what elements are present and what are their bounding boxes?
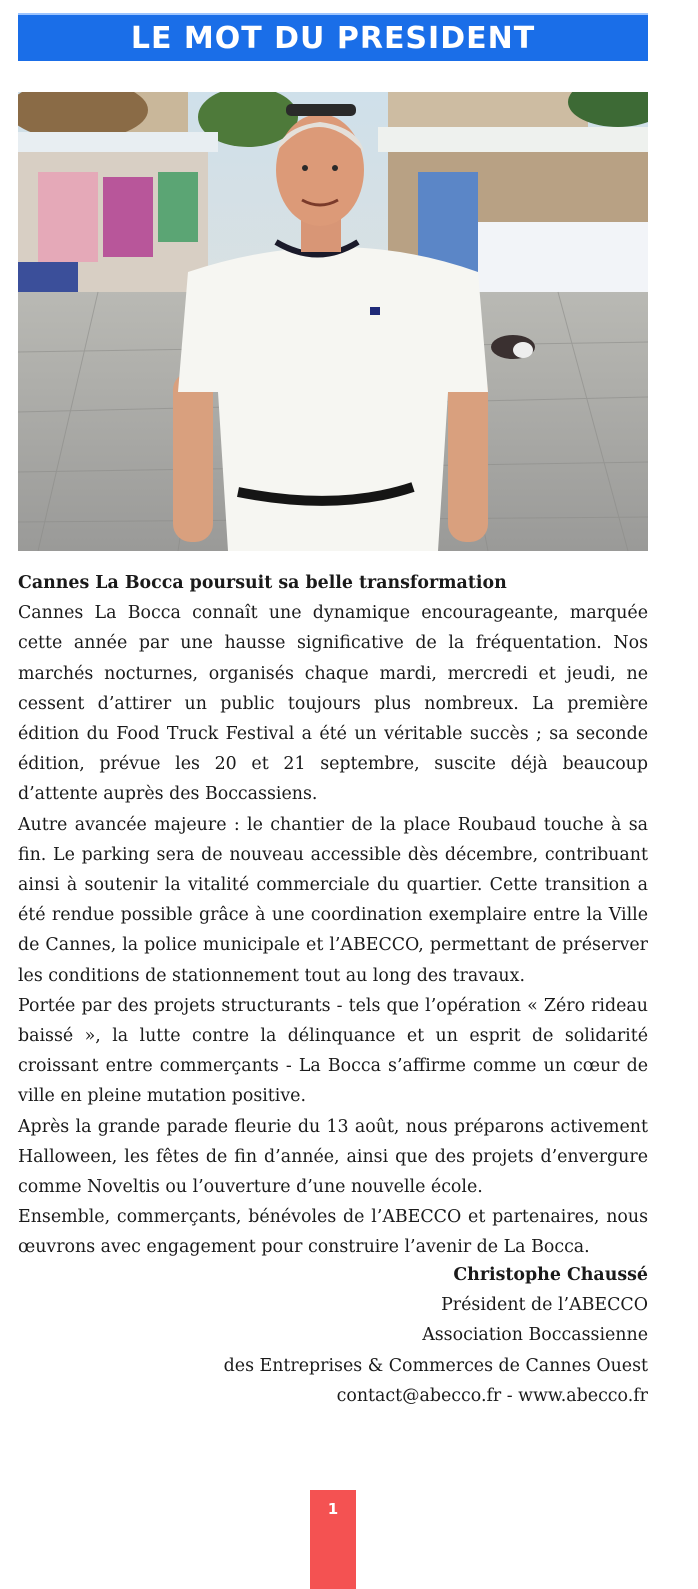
signature-block [224, 1260, 648, 1411]
article-paragraph: Après la grande parade fleurie du 13 août, nous préparons activement Halloween, les fêtes de fin d’année, ainsi que des projets d’envergure comme Noveltis ou l’ouverture d’une nouvelle école. [18, 1116, 648, 1198]
article-paragraph: Cannes La Bocca connaît une dynamique encourageante, marquée cette année par une hausse significative de la fréquentation. Nos marchés nocturnes, organisés chaque mardi, mercredi et jeudi, ne cessent d’attirer un public toujours plus nombreux. La première édition du Food Truck Festival a été un véritable succès ; sa seconde édition, prévue les 20 et 21 septembre, suscite déjà beaucoup d’attente auprès des Boccassiens. [18, 603, 648, 805]
page-number: 1 [327, 1500, 339, 1518]
signature-org-line2: des Entreprises & Commerces de Cannes Ouest [223, 1355, 648, 1376]
article-paragraph: Autre avancée majeure : le chantier de la place Roubaud touche à sa fin. Le parking sera de nouveau accessible dès décembre, contribuant ainsi à soutenir la vitalité commerciale du quartier. Cette transition a été rendue possible grâce à une coordination exemplaire entre la Ville de Cannes, la police municipale et l’ABECCO, permettant de préserver les conditions de stationnement tout au long des travaux. [18, 814, 648, 986]
signature-name: Christophe Chaussé [453, 1265, 648, 1285]
president-photo [18, 92, 648, 551]
header-banner [18, 13, 648, 61]
signature-contact: contact@abecco.fr - www.abecco.fr [336, 1385, 648, 1406]
page-number-tab [310, 1490, 356, 1589]
article-paragraph: Ensemble, commerçants, bénévoles de l’ABECCO et partenaires, nous œuvrons avec engagement pour construire l’avenir de La Bocca. [18, 1207, 648, 1258]
article [18, 568, 648, 1263]
article-paragraph: Portée par des projets structurants - tels que l’opération « Zéro rideau baissé », la lutte contre la délinquance et un esprit de solidarité croissant entre commerçants - La Bocca s’affirme comme un cœur de ville en pleine mutation positive. [18, 995, 648, 1107]
article-heading: Cannes La Bocca poursuit sa belle transformation [18, 573, 507, 593]
signature-org-line1: Association Boccassienne [422, 1325, 648, 1346]
photo-illustration [18, 92, 648, 551]
signature-role: Président de l’ABECCO [441, 1295, 648, 1316]
page-title: LE MOT DU PRESIDENT [130, 20, 536, 56]
